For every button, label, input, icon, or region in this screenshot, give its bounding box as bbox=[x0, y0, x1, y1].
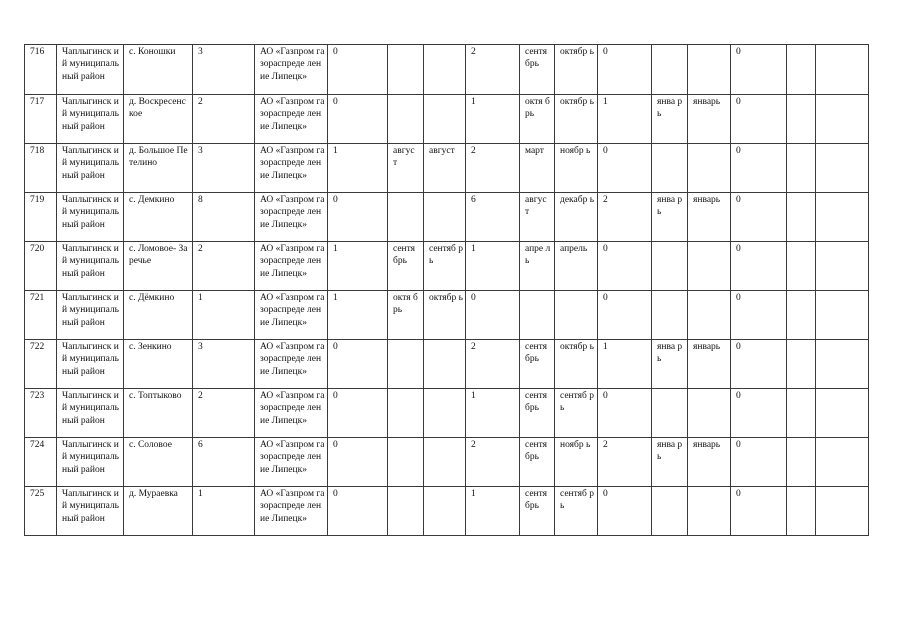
cell-d2 bbox=[787, 95, 816, 144]
cell-b3: сентяб рь bbox=[555, 487, 598, 536]
cell-d1: 0 bbox=[731, 340, 787, 389]
cell-d1: 0 bbox=[731, 242, 787, 291]
cell-c2 bbox=[652, 389, 688, 438]
cell-c2 bbox=[652, 291, 688, 340]
cell-no: 724 bbox=[25, 438, 57, 487]
cell-c3 bbox=[688, 242, 731, 291]
cell-a3 bbox=[424, 340, 466, 389]
cell-count: 1 bbox=[193, 487, 255, 536]
cell-d3 bbox=[816, 193, 869, 242]
cell-district: Чаплыгинск ий муниципаль ный район bbox=[57, 144, 124, 193]
cell-d3 bbox=[816, 45, 869, 95]
cell-district: Чаплыгинск ий муниципаль ный район bbox=[57, 193, 124, 242]
cell-a1: 0 bbox=[328, 487, 388, 536]
cell-no: 720 bbox=[25, 242, 57, 291]
cell-settlement: с. Зенкино bbox=[124, 340, 193, 389]
cell-c2: янва рь bbox=[652, 438, 688, 487]
cell-d2 bbox=[787, 193, 816, 242]
cell-org: АО «Газпром газораспреде ление Липецк» bbox=[255, 144, 328, 193]
cell-c1: 0 bbox=[598, 144, 652, 193]
cell-settlement: д. Воскресенс кое bbox=[124, 95, 193, 144]
cell-c3 bbox=[688, 144, 731, 193]
cell-b2: авгус т bbox=[520, 193, 555, 242]
cell-a3 bbox=[424, 193, 466, 242]
cell-b3: октябр ь bbox=[555, 45, 598, 95]
cell-a2: авгус т bbox=[388, 144, 424, 193]
cell-org: АО «Газпром газораспреде ление Липецк» bbox=[255, 193, 328, 242]
cell-b3: сентяб рь bbox=[555, 389, 598, 438]
cell-a2 bbox=[388, 193, 424, 242]
table-row bbox=[25, 340, 869, 389]
cell-no: 721 bbox=[25, 291, 57, 340]
cell-b3 bbox=[555, 291, 598, 340]
cell-b2: октя брь bbox=[520, 95, 555, 144]
cell-b1: 2 bbox=[466, 438, 520, 487]
cell-d2 bbox=[787, 438, 816, 487]
cell-no: 717 bbox=[25, 95, 57, 144]
cell-district: Чаплыгинск ий муниципаль ный район bbox=[57, 45, 124, 95]
table-body bbox=[25, 45, 869, 536]
cell-c3: январь bbox=[688, 193, 731, 242]
table-row bbox=[25, 144, 869, 193]
cell-b2: сентя брь bbox=[520, 340, 555, 389]
cell-c1: 2 bbox=[598, 193, 652, 242]
cell-c3 bbox=[688, 45, 731, 95]
cell-b2: март bbox=[520, 144, 555, 193]
cell-district: Чаплыгинск ий муниципаль ный район bbox=[57, 340, 124, 389]
cell-c1: 0 bbox=[598, 487, 652, 536]
cell-a1: 0 bbox=[328, 95, 388, 144]
cell-c3 bbox=[688, 389, 731, 438]
cell-a2 bbox=[388, 95, 424, 144]
cell-b1: 1 bbox=[466, 389, 520, 438]
cell-d1: 0 bbox=[731, 291, 787, 340]
cell-c2: янва рь bbox=[652, 193, 688, 242]
cell-c1: 2 bbox=[598, 438, 652, 487]
table-row bbox=[25, 242, 869, 291]
cell-d3 bbox=[816, 291, 869, 340]
table-row bbox=[25, 193, 869, 242]
cell-c3: январь bbox=[688, 340, 731, 389]
cell-d1: 0 bbox=[731, 45, 787, 95]
cell-settlement: с. Коношки bbox=[124, 45, 193, 95]
cell-b1: 2 bbox=[466, 340, 520, 389]
cell-b2: сентя брь bbox=[520, 389, 555, 438]
cell-b3: декабр ь bbox=[555, 193, 598, 242]
cell-d1: 0 bbox=[731, 95, 787, 144]
cell-d2 bbox=[787, 242, 816, 291]
cell-b1: 6 bbox=[466, 193, 520, 242]
cell-district: Чаплыгинск ий муниципаль ный район bbox=[57, 95, 124, 144]
cell-c3: январь bbox=[688, 95, 731, 144]
cell-district: Чаплыгинск ий муниципаль ный район bbox=[57, 242, 124, 291]
cell-b2: апре ль bbox=[520, 242, 555, 291]
cell-district: Чаплыгинск ий муниципаль ный район bbox=[57, 487, 124, 536]
cell-c3: январь bbox=[688, 438, 731, 487]
cell-b1: 1 bbox=[466, 95, 520, 144]
cell-b3: ноябр ь bbox=[555, 438, 598, 487]
cell-d2 bbox=[787, 291, 816, 340]
cell-b1: 1 bbox=[466, 242, 520, 291]
cell-org: АО «Газпром газораспреде ление Липецк» bbox=[255, 389, 328, 438]
cell-no: 725 bbox=[25, 487, 57, 536]
cell-settlement: с. Соловое bbox=[124, 438, 193, 487]
cell-b1: 2 bbox=[466, 144, 520, 193]
cell-b3: октябр ь bbox=[555, 95, 598, 144]
cell-c3 bbox=[688, 291, 731, 340]
cell-b3: апрель bbox=[555, 242, 598, 291]
cell-d3 bbox=[816, 242, 869, 291]
cell-b2: сентя брь bbox=[520, 438, 555, 487]
cell-b2: сентя брь bbox=[520, 487, 555, 536]
cell-district: Чаплыгинск ий муниципаль ный район bbox=[57, 389, 124, 438]
cell-d2 bbox=[787, 340, 816, 389]
cell-a1: 0 bbox=[328, 438, 388, 487]
cell-d1: 0 bbox=[731, 438, 787, 487]
cell-d3 bbox=[816, 438, 869, 487]
cell-c2: янва рь bbox=[652, 340, 688, 389]
cell-no: 716 bbox=[25, 45, 57, 95]
cell-org: АО «Газпром газораспреде ление Липецк» bbox=[255, 291, 328, 340]
cell-count: 2 bbox=[193, 95, 255, 144]
cell-no: 719 bbox=[25, 193, 57, 242]
cell-a3: октябр ь bbox=[424, 291, 466, 340]
cell-count: 8 bbox=[193, 193, 255, 242]
cell-a2: октя брь bbox=[388, 291, 424, 340]
cell-a2: сентя брь bbox=[388, 242, 424, 291]
cell-c1: 0 bbox=[598, 242, 652, 291]
cell-c2 bbox=[652, 242, 688, 291]
cell-b2: сентя брь bbox=[520, 45, 555, 95]
cell-b1: 2 bbox=[466, 45, 520, 95]
cell-a3: август bbox=[424, 144, 466, 193]
cell-count: 6 bbox=[193, 438, 255, 487]
cell-c2: янва рь bbox=[652, 95, 688, 144]
cell-d3 bbox=[816, 487, 869, 536]
cell-c2 bbox=[652, 487, 688, 536]
cell-a3 bbox=[424, 438, 466, 487]
gasification-schedule-table bbox=[24, 44, 869, 536]
cell-a3 bbox=[424, 487, 466, 536]
cell-c1: 0 bbox=[598, 291, 652, 340]
table-row bbox=[25, 389, 869, 438]
cell-d2 bbox=[787, 389, 816, 438]
cell-d3 bbox=[816, 340, 869, 389]
cell-c1: 1 bbox=[598, 95, 652, 144]
cell-count: 3 bbox=[193, 144, 255, 193]
cell-a3 bbox=[424, 95, 466, 144]
cell-org: АО «Газпром газораспреде ление Липецк» bbox=[255, 340, 328, 389]
cell-d3 bbox=[816, 95, 869, 144]
cell-a1: 0 bbox=[328, 193, 388, 242]
cell-a3 bbox=[424, 45, 466, 95]
cell-settlement: д. Мураевка bbox=[124, 487, 193, 536]
cell-a2 bbox=[388, 45, 424, 95]
cell-settlement: с. Дёмкино bbox=[124, 291, 193, 340]
cell-c2 bbox=[652, 45, 688, 95]
cell-c1: 1 bbox=[598, 340, 652, 389]
cell-a3: сентяб рь bbox=[424, 242, 466, 291]
table-row bbox=[25, 291, 869, 340]
cell-district: Чаплыгинск ий муниципаль ный район bbox=[57, 438, 124, 487]
cell-d1: 0 bbox=[731, 487, 787, 536]
cell-settlement: с. Ломовое- Заречье bbox=[124, 242, 193, 291]
cell-b1: 0 bbox=[466, 291, 520, 340]
cell-b1: 1 bbox=[466, 487, 520, 536]
cell-district: Чаплыгинск ий муниципаль ный район bbox=[57, 291, 124, 340]
cell-org: АО «Газпром газораспреде ление Липецк» bbox=[255, 95, 328, 144]
cell-settlement: с. Демкино bbox=[124, 193, 193, 242]
cell-c1: 0 bbox=[598, 45, 652, 95]
table-row bbox=[25, 45, 869, 95]
cell-c1: 0 bbox=[598, 389, 652, 438]
cell-c2 bbox=[652, 144, 688, 193]
cell-a1: 1 bbox=[328, 291, 388, 340]
cell-a2 bbox=[388, 340, 424, 389]
cell-count: 1 bbox=[193, 291, 255, 340]
table-row bbox=[25, 95, 869, 144]
cell-b3: ноябр ь bbox=[555, 144, 598, 193]
cell-d3 bbox=[816, 144, 869, 193]
cell-count: 2 bbox=[193, 389, 255, 438]
cell-d1: 0 bbox=[731, 193, 787, 242]
cell-d2 bbox=[787, 487, 816, 536]
cell-d1: 0 bbox=[731, 389, 787, 438]
cell-a1: 0 bbox=[328, 389, 388, 438]
cell-no: 723 bbox=[25, 389, 57, 438]
cell-org: АО «Газпром газораспреде ление Липецк» bbox=[255, 438, 328, 487]
cell-c3 bbox=[688, 487, 731, 536]
cell-org: АО «Газпром газораспреде ление Липецк» bbox=[255, 487, 328, 536]
cell-settlement: с. Топтыково bbox=[124, 389, 193, 438]
cell-d3 bbox=[816, 389, 869, 438]
cell-d1: 0 bbox=[731, 144, 787, 193]
table-row bbox=[25, 438, 869, 487]
cell-a2 bbox=[388, 389, 424, 438]
cell-no: 718 bbox=[25, 144, 57, 193]
cell-a2 bbox=[388, 438, 424, 487]
cell-count: 3 bbox=[193, 45, 255, 95]
cell-a1: 1 bbox=[328, 242, 388, 291]
cell-count: 3 bbox=[193, 340, 255, 389]
cell-no: 722 bbox=[25, 340, 57, 389]
cell-a1: 1 bbox=[328, 144, 388, 193]
cell-org: АО «Газпром газораспреде ление Липецк» bbox=[255, 242, 328, 291]
cell-a2 bbox=[388, 487, 424, 536]
cell-a1: 0 bbox=[328, 45, 388, 95]
cell-d2 bbox=[787, 144, 816, 193]
cell-a1: 0 bbox=[328, 340, 388, 389]
cell-a3 bbox=[424, 389, 466, 438]
cell-d2 bbox=[787, 45, 816, 95]
cell-org: АО «Газпром газораспреде ление Липецк» bbox=[255, 45, 328, 95]
cell-settlement: д. Большое Петелино bbox=[124, 144, 193, 193]
table-row bbox=[25, 487, 869, 536]
cell-b3: октябр ь bbox=[555, 340, 598, 389]
cell-count: 2 bbox=[193, 242, 255, 291]
cell-b2 bbox=[520, 291, 555, 340]
